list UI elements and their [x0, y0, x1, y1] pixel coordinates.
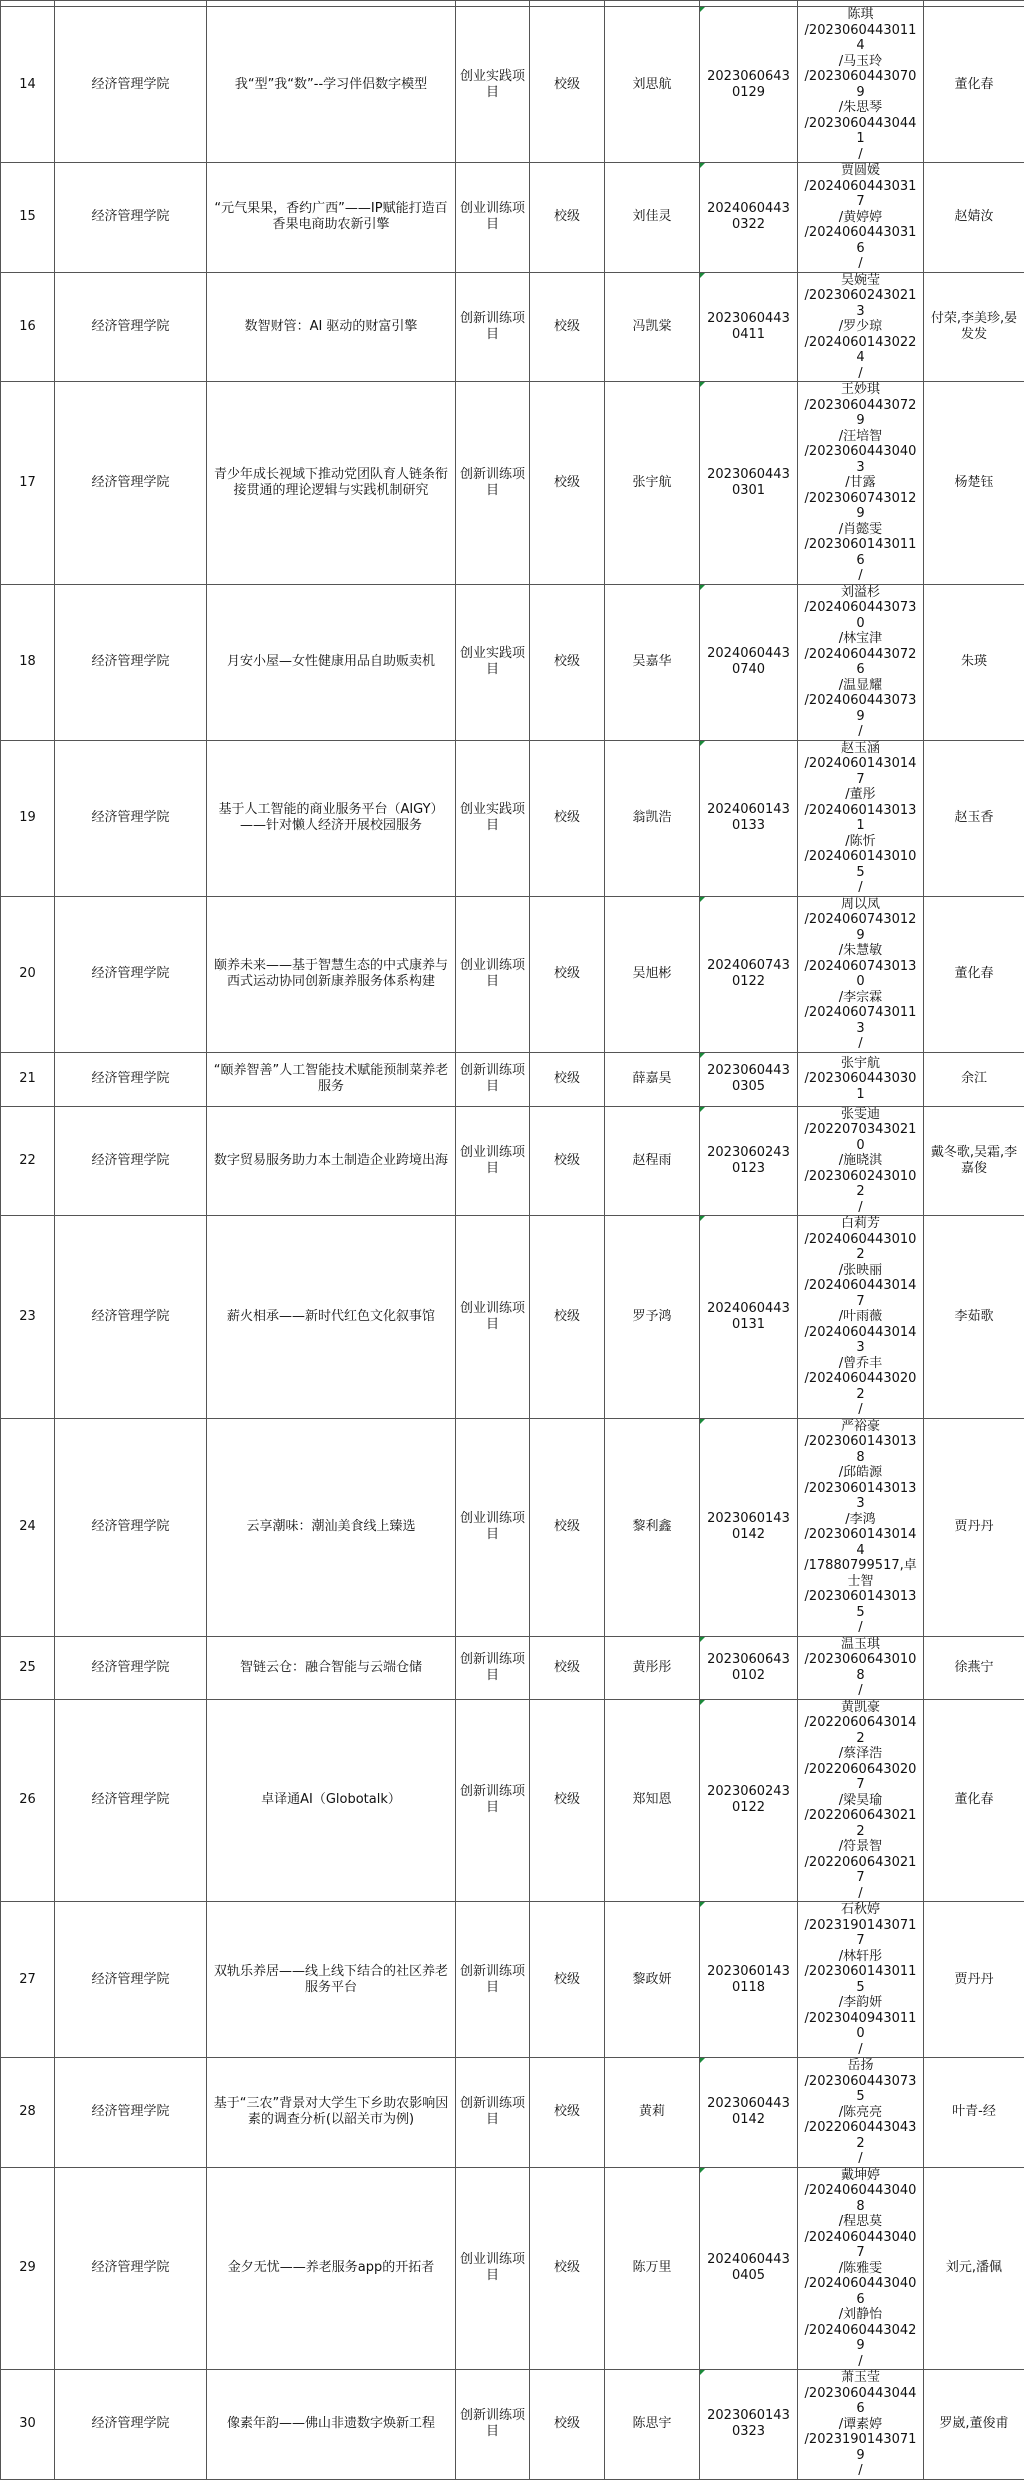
cell-level: 校级	[530, 1106, 605, 1216]
cell-members	[798, 2058, 924, 2168]
member-line: /20230604430441	[802, 116, 919, 147]
table-row	[1, 1699, 1024, 1902]
cell-college: 经济管理学院	[55, 1216, 207, 1419]
cell-type: 创业实践项目	[456, 740, 530, 896]
member-line: /20230604430403	[802, 444, 919, 475]
member-line: /20230602430102	[802, 1169, 919, 1200]
cell-level: 校级	[530, 740, 605, 896]
cell-sno: 20230601430118	[700, 1902, 798, 2058]
cell-type: 创新训练项目	[456, 272, 530, 382]
cell-level: 校级	[530, 2058, 605, 2168]
cell-type: 创新训练项目	[456, 382, 530, 585]
member-line: /	[802, 1200, 919, 1216]
member-line: /20230409430110	[802, 2011, 919, 2042]
cell-title: 薪火相承——新时代红色文化叙事馆	[207, 1216, 456, 1419]
member-line: 贾圆媛	[802, 163, 919, 179]
member-line: /	[802, 2463, 919, 2479]
cell-college: 经济管理学院	[55, 1106, 207, 1216]
cell-leader: 郑知恩	[605, 1699, 700, 1902]
cell-sno: 20230604430301	[700, 382, 798, 585]
member-line: /朱慧敏	[802, 943, 919, 959]
member-line: 岳扬	[802, 2058, 919, 2074]
cell-advisor: 徐燕宁	[924, 1636, 1024, 1699]
cell-type: 创业实践项目	[456, 584, 530, 740]
cell-title: 智链云仓：融合智能与云端仓储	[207, 1636, 456, 1699]
cell-level: 校级	[530, 1902, 605, 2058]
cell-type: 创业训练项目	[456, 896, 530, 1052]
cell-college: 经济管理学院	[55, 1418, 207, 1636]
member-line: /20240604430147	[802, 1278, 919, 1309]
member-line: /梁昊瑜	[802, 1793, 919, 1809]
cell-advisor: 赵玉香	[924, 740, 1024, 896]
member-line: /陈雅雯	[802, 2261, 919, 2277]
cell-no: 16	[1, 272, 55, 382]
member-line: /20240601430131	[802, 803, 919, 834]
member-line: 刘溢杉	[802, 585, 919, 601]
cell-type: 创新训练项目	[456, 1052, 530, 1106]
table-row	[1, 2370, 1024, 2480]
member-line: /20230606430108	[802, 1652, 919, 1683]
cell-no: 14	[1, 7, 55, 163]
member-line: /20240604430408	[802, 2183, 919, 2214]
cell-members	[798, 1106, 924, 1216]
member-line: /20240601430147	[802, 756, 919, 787]
member-line: /20240607430130	[802, 959, 919, 990]
member-line: 王妙琪	[802, 382, 919, 398]
member-line: /20240601430105	[802, 849, 919, 880]
cell-advisor: 董化春	[924, 1699, 1024, 1902]
member-line: /20240604430406	[802, 2276, 919, 2307]
cell-advisor: 杨楚钰	[924, 382, 1024, 585]
cell-college: 经济管理学院	[55, 382, 207, 585]
member-line: /	[802, 1402, 919, 1418]
member-line: /陈忻	[802, 834, 919, 850]
cell-level: 校级	[530, 382, 605, 585]
member-line: /甘露	[802, 475, 919, 491]
cell-no: 23	[1, 1216, 55, 1419]
member-line: 严裕豪	[802, 1419, 919, 1435]
member-line: /20230607430129	[802, 491, 919, 522]
member-line: /20220606430217	[802, 1855, 919, 1886]
cell-level: 校级	[530, 1699, 605, 1902]
member-line: /叶雨薇	[802, 1309, 919, 1325]
cell-title: 卓译通AI（Globotalk）	[207, 1699, 456, 1902]
cell-advisor: 罗崴,董俊甫	[924, 2370, 1024, 2480]
member-line: 张宇航	[802, 1056, 919, 1072]
cell-advisor: 戴冬歌,吴霜,李嘉俊	[924, 1106, 1024, 1216]
member-line: /谭素婷	[802, 2417, 919, 2433]
cell-sno: 20230601430142	[700, 1418, 798, 1636]
cell-members	[798, 896, 924, 1052]
cell-leader: 黄莉	[605, 2058, 700, 2168]
member-line: 吴婉莹	[802, 273, 919, 289]
member-line: /董彤	[802, 787, 919, 803]
member-line: /20240604430739	[802, 693, 919, 724]
cell-members	[798, 1902, 924, 2058]
member-line: /林宝津	[802, 631, 919, 647]
cell-type: 创新训练项目	[456, 1699, 530, 1902]
cell-sno: 20240604430740	[700, 584, 798, 740]
cell-level: 校级	[530, 1418, 605, 1636]
member-line: 温玉琪	[802, 1637, 919, 1653]
member-line: /20220606430207	[802, 1762, 919, 1793]
cell-title: 月安小屋—女性健康用品自助贩卖机	[207, 584, 456, 740]
cell-college: 经济管理学院	[55, 584, 207, 740]
cell-title: 金夕无忧——养老服务app的开拓者	[207, 2167, 456, 2370]
cell-advisor: 贾丹丹	[924, 1418, 1024, 1636]
cell-advisor: 朱瑛	[924, 584, 1024, 740]
cell-no: 19	[1, 740, 55, 896]
member-line: /程思莫	[802, 2214, 919, 2230]
member-line: /刘静怡	[802, 2307, 919, 2323]
member-line: /20230604430301	[802, 1071, 919, 1102]
table-row	[1, 1052, 1024, 1106]
member-line: /曾乔丰	[802, 1356, 919, 1372]
member-line: /	[802, 880, 919, 896]
cell-sno: 20230604430305	[700, 1052, 798, 1106]
cell-advisor: 付荣,李美珍,晏发发	[924, 272, 1024, 382]
cell-college: 经济管理学院	[55, 1636, 207, 1699]
member-line: /20240604430202	[802, 1371, 919, 1402]
table-row	[1, 163, 1024, 273]
member-line: 周以凤	[802, 897, 919, 913]
member-line: /20240604430143	[802, 1325, 919, 1356]
cell-members	[798, 740, 924, 896]
cell-college: 经济管理学院	[55, 1699, 207, 1902]
cell-type: 创业训练项目	[456, 163, 530, 273]
cell-type: 创新训练项目	[456, 1636, 530, 1699]
cell-advisor: 贾丹丹	[924, 1902, 1024, 2058]
cell-level: 校级	[530, 1216, 605, 1419]
cell-college: 经济管理学院	[55, 896, 207, 1052]
cell-type: 创新训练项目	[456, 2370, 530, 2480]
cell-level: 校级	[530, 1636, 605, 1699]
cell-sno: 20240604430405	[700, 2167, 798, 2370]
cell-leader: 吴嘉华	[605, 584, 700, 740]
cell-level: 校级	[530, 7, 605, 163]
member-line: 石秋婷	[802, 1902, 919, 1918]
member-line: /李韵妍	[802, 1995, 919, 2011]
member-line: /20220604430432	[802, 2120, 919, 2151]
cell-advisor: 董化春	[924, 896, 1024, 1052]
member-line: /20230604430709	[802, 69, 919, 100]
cell-members	[798, 2167, 924, 2370]
member-line: /	[802, 1683, 919, 1699]
cell-level: 校级	[530, 584, 605, 740]
cell-sno: 20240604430322	[700, 163, 798, 273]
cell-sno: 20230606430129	[700, 7, 798, 163]
member-line: /20230604430446	[802, 2386, 919, 2417]
member-line: 戴坤婷	[802, 2168, 919, 2184]
member-line: /20230601430115	[802, 1964, 919, 1995]
member-line: /20240604430429	[802, 2323, 919, 2354]
cell-college: 经济管理学院	[55, 7, 207, 163]
member-line: 赵玉涵	[802, 741, 919, 757]
cell-title: 数智财管：AI 驱动的财富引擎	[207, 272, 456, 382]
cell-level: 校级	[530, 2167, 605, 2370]
cell-type: 创业训练项目	[456, 2167, 530, 2370]
member-line: /符景智	[802, 1839, 919, 1855]
cell-title: 像素年韵——佛山非遗数字焕新工程	[207, 2370, 456, 2480]
cell-no: 18	[1, 584, 55, 740]
member-line: /罗少琼	[802, 319, 919, 335]
cell-members	[798, 2370, 924, 2480]
cell-members	[798, 1052, 924, 1106]
table-row	[1, 382, 1024, 585]
cell-members	[798, 7, 924, 163]
cell-advisor: 刘元,潘佩	[924, 2167, 1024, 2370]
cell-leader: 黎利鑫	[605, 1418, 700, 1636]
member-line: /李鸿	[802, 1512, 919, 1528]
cell-college: 经济管理学院	[55, 1052, 207, 1106]
cell-no: 22	[1, 1106, 55, 1216]
member-line: /马玉玲	[802, 54, 919, 70]
member-line: /20220703430210	[802, 1122, 919, 1153]
cell-type: 创业训练项目	[456, 1106, 530, 1216]
member-line: /	[802, 2151, 919, 2167]
member-line: /20230601430133	[802, 1481, 919, 1512]
cell-no: 30	[1, 2370, 55, 2480]
member-line: /林轩彤	[802, 1949, 919, 1965]
table-row	[1, 1902, 1024, 2058]
cell-sno: 20240604430131	[700, 1216, 798, 1419]
member-line: /17880799517,卓士智	[802, 1558, 919, 1589]
member-line: /20230601430138	[802, 1434, 919, 1465]
member-line: /20240604430317	[802, 179, 919, 210]
cell-leader: 翁凯浩	[605, 740, 700, 896]
cell-level: 校级	[530, 2370, 605, 2480]
cell-leader: 吴旭彬	[605, 896, 700, 1052]
cell-leader: 冯凯棠	[605, 272, 700, 382]
cell-members	[798, 1636, 924, 1699]
member-line: /20231901430719	[802, 2432, 919, 2463]
member-line: /肖懿雯	[802, 522, 919, 538]
member-line: /20230604430729	[802, 398, 919, 429]
cell-sno: 20240607430122	[700, 896, 798, 1052]
cell-no: 17	[1, 382, 55, 585]
member-line: /张映丽	[802, 1263, 919, 1279]
cell-college: 经济管理学院	[55, 1902, 207, 2058]
member-line: /20230604430114	[802, 23, 919, 54]
cell-title: “颐养智善”人工智能技术赋能预制菜养老服务	[207, 1052, 456, 1106]
cell-no: 29	[1, 2167, 55, 2370]
cell-level: 校级	[530, 163, 605, 273]
cell-level: 校级	[530, 1052, 605, 1106]
table-row	[1, 272, 1024, 382]
member-line: /20230602430213	[802, 288, 919, 319]
member-line: /20240607430129	[802, 912, 919, 943]
cell-no: 20	[1, 896, 55, 1052]
cell-no: 26	[1, 1699, 55, 1902]
table-row	[1, 1636, 1024, 1699]
table-row	[1, 896, 1024, 1052]
member-line: 白莉芳	[802, 1216, 919, 1232]
member-line: /朱思琴	[802, 100, 919, 116]
cell-advisor: 赵婧汝	[924, 163, 1024, 273]
cell-no: 24	[1, 1418, 55, 1636]
cell-title: 云享潮味：潮汕美食线上臻选	[207, 1418, 456, 1636]
cell-no: 15	[1, 163, 55, 273]
cell-leader: 黎政妍	[605, 1902, 700, 2058]
member-line: /	[802, 147, 919, 163]
cell-level: 校级	[530, 896, 605, 1052]
cell-type: 创业训练项目	[456, 1216, 530, 1419]
member-line: /邱皓源	[802, 1465, 919, 1481]
member-line: /	[802, 366, 919, 382]
cell-members	[798, 382, 924, 585]
cell-leader: 陈万里	[605, 2167, 700, 2370]
cell-members	[798, 1699, 924, 1902]
cell-advisor: 余江	[924, 1052, 1024, 1106]
cell-leader: 张宇航	[605, 382, 700, 585]
table-row	[1, 2167, 1024, 2370]
cell-college: 经济管理学院	[55, 2058, 207, 2168]
cell-leader: 陈思宇	[605, 2370, 700, 2480]
cell-no: 27	[1, 1902, 55, 2058]
member-line: 黄凯豪	[802, 1700, 919, 1716]
member-line: /20240601430224	[802, 335, 919, 366]
cell-sno: 20240601430133	[700, 740, 798, 896]
member-line: /20240604430730	[802, 600, 919, 631]
cell-type: 创新训练项目	[456, 1902, 530, 2058]
cell-no: 28	[1, 2058, 55, 2168]
member-line: 萧玉莹	[802, 2370, 919, 2386]
cell-title: 颐养未来——基于智慧生态的中式康养与西式运动协同创新康养服务体系构建	[207, 896, 456, 1052]
cell-title: 基于“三农”背景对大学生下乡助农影响因素的调查分析(以韶关市为例)	[207, 2058, 456, 2168]
member-line: /20230601430116	[802, 537, 919, 568]
table-row	[1, 7, 1024, 163]
cell-sno: 20230606430102	[700, 1636, 798, 1699]
member-line: 张雯迪	[802, 1107, 919, 1123]
table-row	[1, 1418, 1024, 1636]
cell-title: 双轨乐养居——线上线下结合的社区养老服务平台	[207, 1902, 456, 2058]
cell-leader: 薛嘉昊	[605, 1052, 700, 1106]
cell-sno: 20230604430142	[700, 2058, 798, 2168]
member-line: /黄婷婷	[802, 210, 919, 226]
cell-type: 创业训练项目	[456, 1418, 530, 1636]
member-line: /	[802, 2042, 919, 2058]
cell-level: 校级	[530, 272, 605, 382]
cell-members	[798, 163, 924, 273]
cell-college: 经济管理学院	[55, 2167, 207, 2370]
member-line: /	[802, 568, 919, 584]
member-line: /20240604430407	[802, 2230, 919, 2261]
cell-title: 数字贸易服务助力本土制造企业跨境出海	[207, 1106, 456, 1216]
cell-advisor: 叶青-经	[924, 2058, 1024, 2168]
member-line: /	[802, 724, 919, 740]
member-line: /20240604430316	[802, 225, 919, 256]
table-row	[1, 740, 1024, 896]
member-line: /	[802, 1036, 919, 1052]
member-line: /20230601430144	[802, 1527, 919, 1558]
cell-college: 经济管理学院	[55, 163, 207, 273]
member-line: /20220606430212	[802, 1808, 919, 1839]
member-line: /施晓淇	[802, 1153, 919, 1169]
cell-advisor: 李茹歌	[924, 1216, 1024, 1419]
table-row	[1, 2058, 1024, 2168]
cell-leader: 赵程雨	[605, 1106, 700, 1216]
member-line: /20230601430135	[802, 1589, 919, 1620]
cell-type: 创新训练项目	[456, 2058, 530, 2168]
cell-sno: 20230601430323	[700, 2370, 798, 2480]
cell-college: 经济管理学院	[55, 740, 207, 896]
member-line: /20240604430726	[802, 647, 919, 678]
member-line: /蔡泽浩	[802, 1746, 919, 1762]
member-line: /	[802, 256, 919, 272]
cell-members	[798, 584, 924, 740]
cell-title: 基于人工智能的商业服务平台（AIGY）——针对懒人经济开展校园服务	[207, 740, 456, 896]
cell-college: 经济管理学院	[55, 272, 207, 382]
member-line: /20220606430142	[802, 1715, 919, 1746]
cell-sno: 20230602430122	[700, 1699, 798, 1902]
table-row	[1, 584, 1024, 740]
cell-leader: 刘佳灵	[605, 163, 700, 273]
cell-sno: 20230602430123	[700, 1106, 798, 1216]
member-line: /温显耀	[802, 678, 919, 694]
member-line: /李宗霖	[802, 990, 919, 1006]
member-line: /	[802, 1620, 919, 1636]
cell-no: 25	[1, 1636, 55, 1699]
cell-sno: 20230604430411	[700, 272, 798, 382]
cell-members	[798, 1418, 924, 1636]
cell-title: 我“型”我“数”--学习伴侣数字模型	[207, 7, 456, 163]
cell-leader: 黄彤彤	[605, 1636, 700, 1699]
member-line: /20240607430113	[802, 1005, 919, 1036]
member-line: /20240604430102	[802, 1232, 919, 1263]
member-line: /20230604430735	[802, 2074, 919, 2105]
table-row	[1, 1216, 1024, 1419]
cell-leader: 罗予鸿	[605, 1216, 700, 1419]
cell-members	[798, 1216, 924, 1419]
member-line: /	[802, 2354, 919, 2370]
cell-no: 21	[1, 1052, 55, 1106]
cell-title: “元气果果，香约广西”——IP赋能打造百香果电商助农新引擎	[207, 163, 456, 273]
cell-leader: 刘思航	[605, 7, 700, 163]
member-line: /20231901430717	[802, 1918, 919, 1949]
cell-members	[798, 272, 924, 382]
member-line: /	[802, 1886, 919, 1902]
table-row	[1, 1106, 1024, 1216]
cell-type: 创业实践项目	[456, 7, 530, 163]
member-line: /陈亮亮	[802, 2105, 919, 2121]
cell-advisor: 董化春	[924, 7, 1024, 163]
cell-title: 青少年成长视域下推动党团队育人链条衔接贯通的理论逻辑与实践机制研究	[207, 382, 456, 585]
cell-college: 经济管理学院	[55, 2370, 207, 2480]
member-line: 陈琪	[802, 7, 919, 23]
member-line: /汪培智	[802, 429, 919, 445]
